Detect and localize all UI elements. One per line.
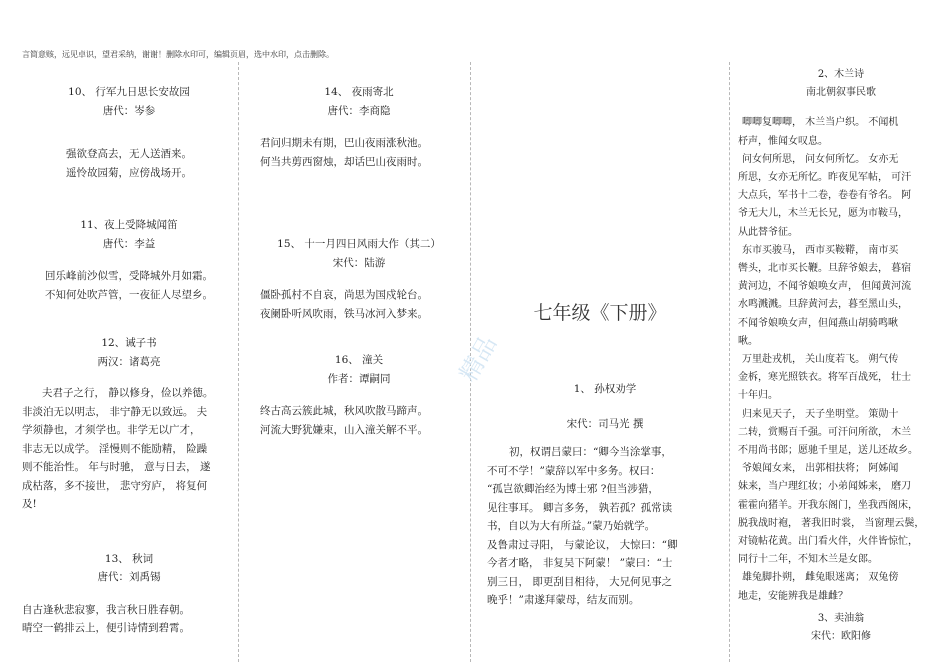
poem-line: 问女何所思， 问女何所忆。 女亦无 (742, 153, 899, 165)
poem-line: 唧唧复唧唧， 木兰当户织。 不闻机 (742, 117, 899, 129)
poem-line: 僵卧孤村不自哀，尚思为国戍轮台。 (260, 289, 428, 301)
prose-line: 晚乎！”肃遂拜蒙母，结友而别。 (487, 594, 640, 606)
column-3 (487, 380, 723, 610)
poem-line: 二转，赏赐百千强。可汗问所欲， 木兰 (738, 426, 912, 438)
column-2 (252, 83, 466, 439)
poem-author: 唐代：岑参 (102, 104, 156, 117)
essay-author: 宋代：司马光 撰 (566, 417, 644, 430)
poem-line: 所思，女亦无所忆。昨夜见军帖， 可汗 (738, 172, 912, 184)
poem-line: 终古高云簇此城，秋风吹散马蹄声。 (260, 405, 428, 417)
poem-author: 作者：谭嗣同 (327, 372, 391, 385)
prose-line: 学须静也，才须学也。非学无以广才， (22, 424, 201, 436)
poem-line: 东市买骏马， 西市买鞍鞯， 南市买 (742, 244, 899, 256)
prose-line: 则不能治性。 年与时驰， 意与日去， 遂 (22, 461, 211, 473)
poem-title: 14、 夜雨寄北 (324, 86, 394, 98)
poem-line: 何当共剪西窗烛，却话巴山夜雨时。 (260, 155, 428, 168)
column-4 (738, 66, 944, 646)
poem-line: 自古逢秋悲寂寥，我言秋日胜春朝。 (22, 603, 190, 616)
poem-line: 万里赴戎机， 关山度若飞。 朔气传 (742, 354, 899, 366)
poem-title: 10、 行军九日思长安故园 (68, 86, 190, 98)
essay-title: 1、 孙权劝学 (573, 383, 637, 395)
poem-line: 晴空一鹤排云上，便引诗情到碧霄。 (22, 622, 190, 634)
poem-line: 脱我战时袍， 著我旧时裳， 当窗理云鬓， (738, 517, 925, 529)
prose-line: 见往事耳。 卿言多务， 孰若孤？孤常读 (487, 501, 673, 514)
poem-line: 大点兵，军书十二卷，卷卷有爷名。 阿 (738, 190, 912, 202)
prose-line: 及鲁肃过寻阳， 与蒙论议， 大惊曰：“卿 (487, 538, 678, 551)
prose-line: 非淡泊无以明志， 非宁静无以致远。 夫 (22, 405, 208, 418)
poem-author: 唐代：李商隐 (327, 104, 391, 117)
poem-title: 11、夜上受降城闻笛 (80, 219, 178, 231)
poem-line: 爷无大儿，木兰无长兄，愿为市鞍马， (738, 208, 908, 220)
prose-line: 非志无以成学。 淫慢则不能励精， 险躁 (22, 442, 208, 455)
poem-line: 霍霍向猪羊。开我东阁门，坐我西阁床， (738, 499, 918, 511)
prose-line: 初，权谓吕蒙曰：“卿今当涂掌事， (509, 446, 672, 458)
prose-line: 别三日， 即更刮目相待， 大兄何见事之 (487, 575, 673, 588)
poem-line: 同行十二年，不知木兰是女郎。 (738, 554, 878, 566)
prose-line: 及! (22, 498, 37, 510)
poem-author: 两汉：诸葛亮 (97, 355, 161, 368)
poem-line: 杼声，惟闻女叹息。 (738, 135, 828, 147)
prose-line: “孤岂欲卿治经为博士邪 ?但当涉猎， (487, 483, 659, 495)
poem-line: 妹来，当户理红妆；小弟闻姊来， 磨刀 (738, 481, 912, 493)
poem-line: 河流大野犹嫌束，山入潼关解不平。 (260, 423, 428, 436)
poem-title: 13、 秋词 (104, 552, 154, 565)
prose-line: 夫君子之行， 静以修身，俭以养德。 (42, 387, 214, 399)
poem-line: 辔头，北市买长鞭。旦辞爷娘去， 暮宿 (738, 263, 912, 275)
poem-line: 遥怜故园菊，应傍战场开。 (66, 166, 192, 179)
essay-author: 宋代：欧阳修 (811, 631, 871, 643)
poem-line: 不知何处吹芦管，一夜征人尽望乡。 (45, 288, 213, 301)
column-divider (729, 62, 730, 662)
poem-line: 夜阑卧听风吹雨，铁马冰河入梦来。 (260, 307, 428, 320)
essay-title: 3、卖油翁 (817, 612, 865, 624)
header-note: 言简意赅，远见卓识，望君采纳，谢谢！删除水印可，编辑页眉，选中水印，点击删除。 (22, 50, 334, 59)
poem-line: 不闻爷娘唤女声，但闻燕山胡骑鸣啾 (738, 317, 898, 329)
main-title: 七年级《下册》 (533, 302, 667, 324)
poem-line: 回乐峰前沙似雪，受降城外月如霜。 (45, 270, 213, 282)
poem-line: 黄河边，不闻爷娘唤女声， 但闻黄河流 (738, 281, 912, 293)
poem-author: 唐代：李益 (102, 237, 156, 250)
poem-line: 金柝，寒光照铁衣。将军百战死， 壮士 (738, 372, 912, 384)
poem-title: 12、诫子书 (101, 337, 157, 349)
poem-line: 强欲登高去，无人送酒来。 (66, 148, 192, 160)
prose-line: 书，自以为大有所益。”蒙乃始就学。 (487, 520, 656, 532)
poem-line: 从此替爷征。 (738, 226, 798, 238)
poem-line: 不用尚书郎；愿驰千里足，送儿还故乡。 (738, 445, 918, 457)
watermark: 精品 (454, 330, 503, 387)
poem-author: 南北朝叙事民歌 (806, 87, 876, 99)
column-divider (238, 62, 239, 662)
poem-title: 15、 十一月四日风雨大作（其二） (277, 238, 441, 250)
poem-author: 宋代：陆游 (332, 256, 386, 269)
prose-line: 不可不学！”蒙辞以军中多务。权曰： (487, 464, 661, 477)
poem-line: 君问归期未有期，巴山夜雨涨秋池。 (260, 137, 428, 149)
poem-line: 地走，安能辨我是雄雌？ (738, 590, 848, 602)
poem-title: 2、木兰诗 (817, 69, 865, 80)
poem-line: 啾。 (738, 335, 758, 347)
poem-title: 16、 潼关 (334, 354, 384, 366)
prose-line: 成枯落，多不接世， 悲守穷庐， 将复何 (22, 479, 208, 492)
poem-line: 雄兔脚扑朔， 雌兔眼迷离； 双兔傍 (742, 572, 899, 584)
poem-line: 水鸣溅溅。旦辞黄河去，暮至黑山头， (738, 299, 908, 311)
column-1 (22, 83, 236, 638)
poem-author: 唐代：刘禹锡 (97, 571, 161, 583)
poem-line: 爷娘闻女来， 出郭相扶将； 阿姊闻 (742, 463, 899, 475)
poem-line: 十年归。 (738, 390, 778, 402)
poem-line: 归来见天子， 天子坐明堂。 策勋十 (742, 408, 899, 420)
prose-line: 今者才略， 非复吴下阿蒙！ ”蒙曰：“士 (487, 557, 673, 569)
poem-line: 对镜帖花黄。出门看火伴，火伴皆惊忙， (738, 536, 918, 548)
